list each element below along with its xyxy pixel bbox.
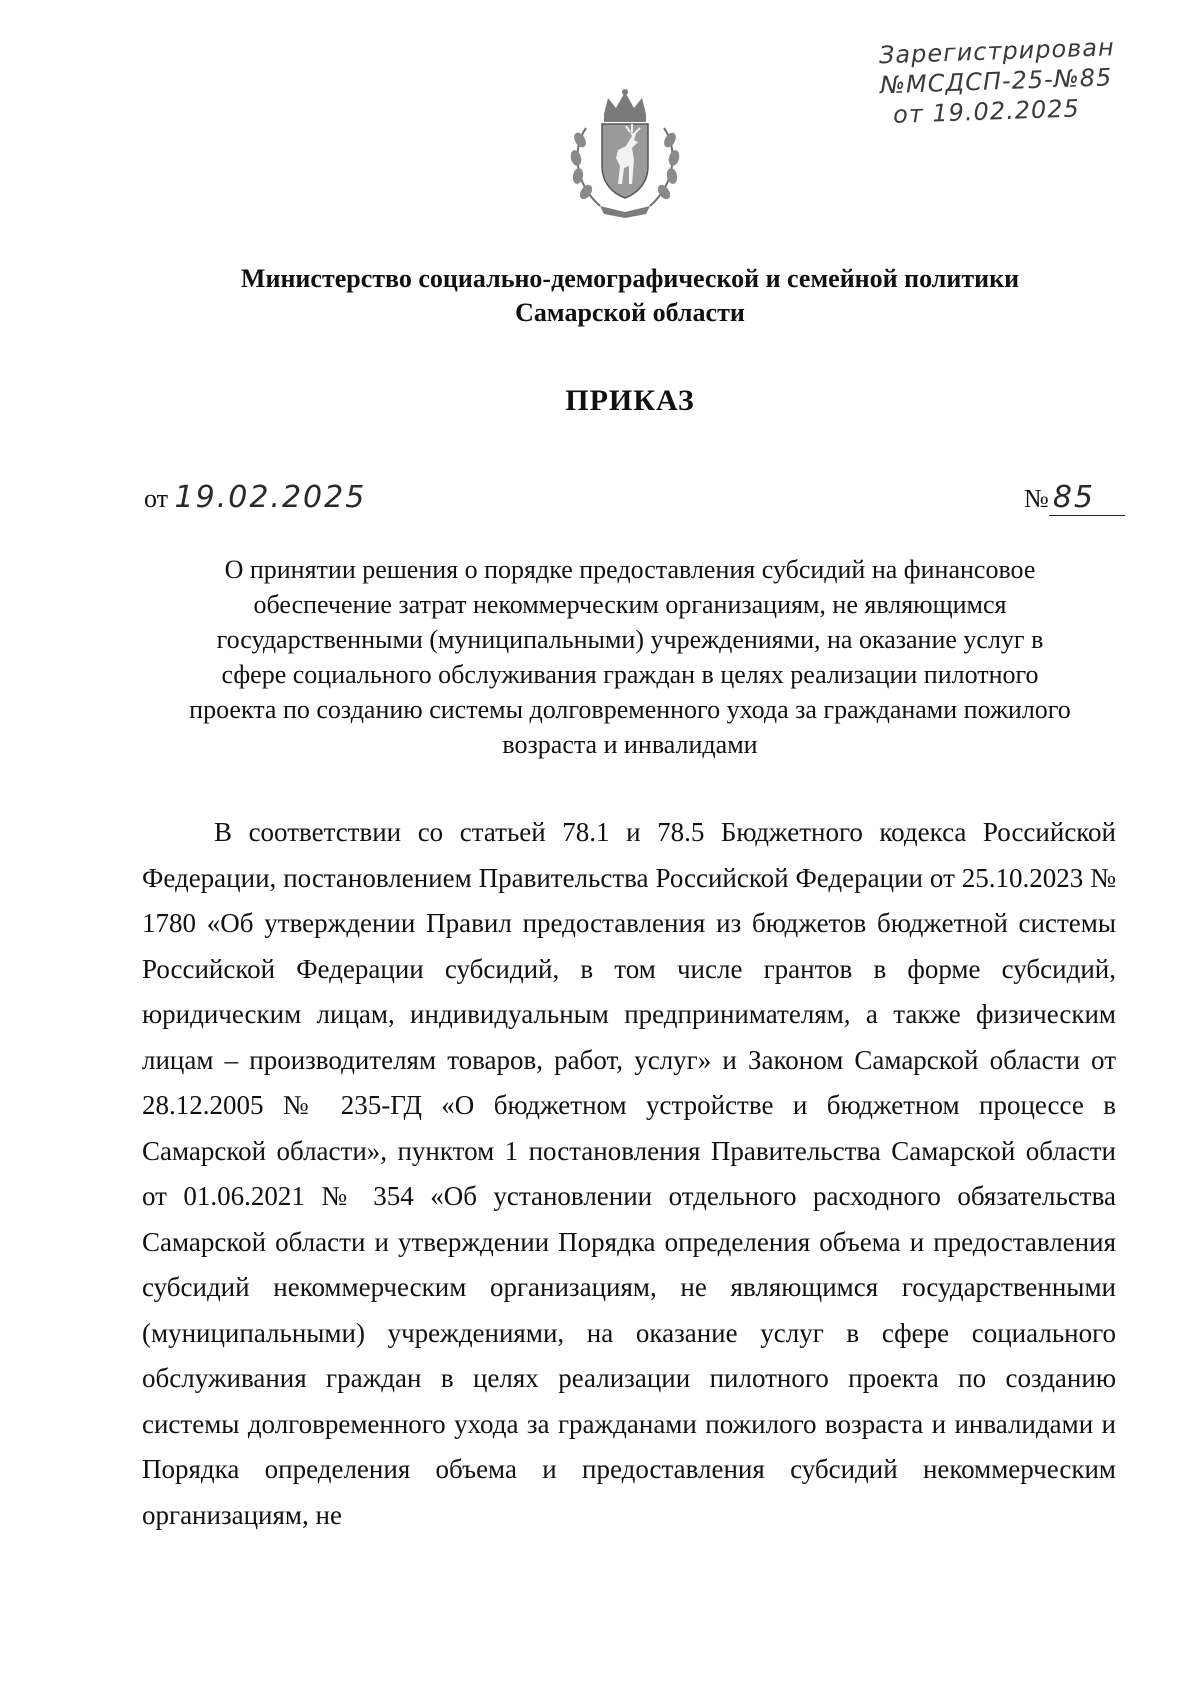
number-prefix: №: [1024, 484, 1049, 513]
subject-line: сфере социального обслуживания граждан в целях реализации пилотного: [221, 660, 1039, 689]
registration-note-line2: №МСДСП-25-№85: [879, 63, 1113, 100]
registration-note-line1: Зарегистрирован: [878, 33, 1116, 70]
ministry-header: [100, 262, 1160, 330]
ministry-line2: Самарской области: [515, 298, 745, 327]
registration-note-line3: от 19.02.2025: [892, 94, 1081, 129]
ministry-line1: Министерство социально-демографической и семейной политики: [240, 264, 1020, 293]
document-type: ПРИКАЗ: [565, 384, 695, 417]
coat-of-arms-icon: [566, 88, 684, 218]
subject-line: проекта по созданию системы долговременного ухода за гражданами пожилого: [189, 695, 1071, 724]
subject-line: обеспечение затрат некоммерческим организациям, не являющимся: [253, 590, 1007, 619]
registration-note: [879, 32, 1132, 131]
document-number: [1024, 480, 1125, 516]
subject-line: государственными (муниципальными) учреждениями, на оказание услуг в: [216, 625, 1044, 654]
number-value: 85: [1049, 480, 1125, 516]
subject-line: О принятии решения о порядке предоставления субсидий на финансовое: [224, 555, 1036, 584]
date-prefix: от: [144, 484, 169, 513]
subject-line: возраста и инвалидами: [502, 730, 758, 759]
date-value: 19.02.2025: [174, 480, 367, 515]
body-paragraph: В соответствии со статьей 78.1 и 78.5 Бюджетного кодекса Российской Федерации, постановлением Правительства Российской Федерации от 25.10.2023 № 1780 «Об утверждении Правил предоставления из бюджетов бюджетной системы Российской Федерации субсидий, в том числе грантов в форме субсидий, юридическим лицам, индивидуальным предпринимателям, а также физическим лицам – производителям товаров, работ, услуг» и Законом Самарской области от 28.12.2005 № 235-ГД «О бюджетном устройстве и бюджетном процессе в Самарской области», пунктом 1 постановления Правительства Самарской области от 01.06.2021 № 354 «Об установлении отдельного расходного обязательства Самарской области и утверждении Порядка определения объема и предоставления субсидий некоммерческим организациям, не являющимся государственными (муниципальными) учреждениями, на оказание услуг в сфере социального обслуживания граждан в целях реализации пилотного проекта по созданию системы долговременного ухода за гражданами пожилого возраста и инвалидами и Порядка определения объема и предоставления субсидий некоммерческим организациям, не: [142, 817, 1116, 1530]
document-date: [144, 480, 366, 515]
document-subject: [140, 552, 1120, 762]
